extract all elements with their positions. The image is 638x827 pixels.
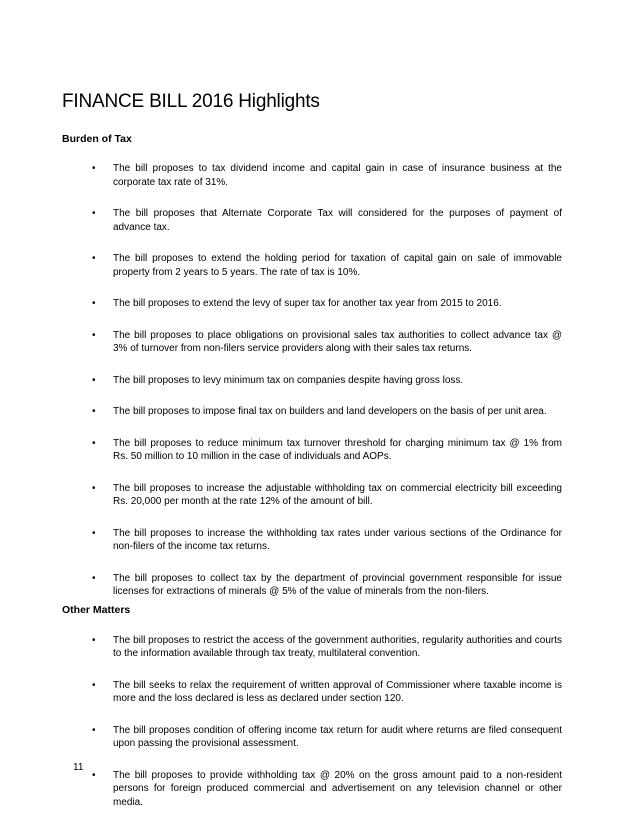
list-item [62,724,562,751]
bullet-icon: • [92,482,96,494]
bullet-icon: • [92,527,96,539]
list-item-text: The bill proposes to reduce minimum tax turnover threshold for charging minimum tax @ 1% from Rs. 50 million to 10 million in the case of individuals and AOPs. [113,437,562,462]
bullet-icon: • [92,679,96,691]
bullet-icon: • [92,406,96,417]
list-item-text: The bill proposes to collect tax by the department of provincial government responsible for issue licenses for extractions of minerals @ 5% of the value of minerals from the non-filers. [113,572,562,597]
list-item [62,679,562,706]
bullet-icon: • [92,769,96,781]
list-item [62,572,562,599]
list-item [62,329,562,356]
list-item-text: The bill proposes to extend the holding period for taxation of capital gain on sale of immovable property from 2 years to 5 years. The rate of tax is 10%. [113,253,562,278]
list-item-text: The bill proposes to place obligations on provisional sales tax authorities to collect advance tax @ 3% of turnover from non-filers service providers along with their sales tax returns. [113,329,562,354]
list-item [62,162,562,189]
list-item-text: The bill proposes to impose final tax on builders and land developers on the basis of per unit area. [113,406,547,417]
bullet-icon: • [92,374,96,386]
bullet-icon: • [92,724,96,736]
list-item-text: The bill proposes to restrict the access of the government authorities, regularity authorities and courts to the information available through tax treaty, multilateral convention. [113,634,562,659]
list-item [62,374,562,388]
list-item-text: The bill proposes to increase the adjustable withholding tax on commercial electricity bill exceeding Rs. 20,000 per month at the rate 12% of the amount of bill. [113,482,562,507]
bullet-icon: • [92,298,96,309]
bullet-icon: • [92,163,96,174]
list-item [62,207,562,234]
section-burden-of-tax [62,132,562,599]
list-item-text: The bill proposes to increase the withholding tax rates under various sections of the Ordinance for non-filers of the income tax returns. [113,527,562,552]
page-title: FINANCE BILL 2016 Highlights [62,91,320,112]
section-other-matters [62,603,562,810]
list-item-text: The bill proposes to extend the levy of super tax for another tax year from 2015 to 2016. [113,298,502,309]
list-item [62,437,562,464]
list-item [62,252,562,279]
list-item [62,405,562,419]
bullet-icon: • [92,634,96,646]
burden-of-tax-list [62,146,562,599]
bullet-icon: • [92,253,96,264]
list-item-text: The bill proposes to levy minimum tax on companies despite having gross loss. [113,374,464,386]
document-body [62,132,562,827]
list-item-text: The bill proposes that Alternate Corporate Tax will considered for the purposes of payment of advance tax. [113,208,562,233]
list-item [62,769,562,810]
other-matters-list [62,617,562,810]
list-item [62,527,562,554]
list-item-text: The bill seeks to relax the requirement of written approval of Commissioner where taxable income is more and the loss declared is less as declared under section 120. [113,679,562,704]
list-item-text: The bill proposes to provide withholding tax @ 20% on the gross amount paid to a non-resident persons for foreign produced commercial and advertisement on any television channel or other media. [113,769,562,808]
list-item-text: The bill proposes condition of offering income tax return for audit where returns are filed consequent upon passing the provisional assessment. [113,724,562,749]
bullet-icon: • [92,208,96,219]
list-item [62,634,562,661]
list-item [62,482,562,509]
bullet-icon: • [92,437,96,449]
list-item [62,297,562,311]
list-item-text: The bill proposes to tax dividend income and capital gain in case of insurance business at the corporate tax rate of 31%. [113,163,562,188]
page-number: 11 [73,762,84,773]
bullet-icon: • [92,329,96,341]
section-heading-burden-of-tax: Burden of Tax [62,133,132,145]
bullet-icon: • [92,572,96,584]
section-heading-other-matters: Other Matters [62,603,131,616]
